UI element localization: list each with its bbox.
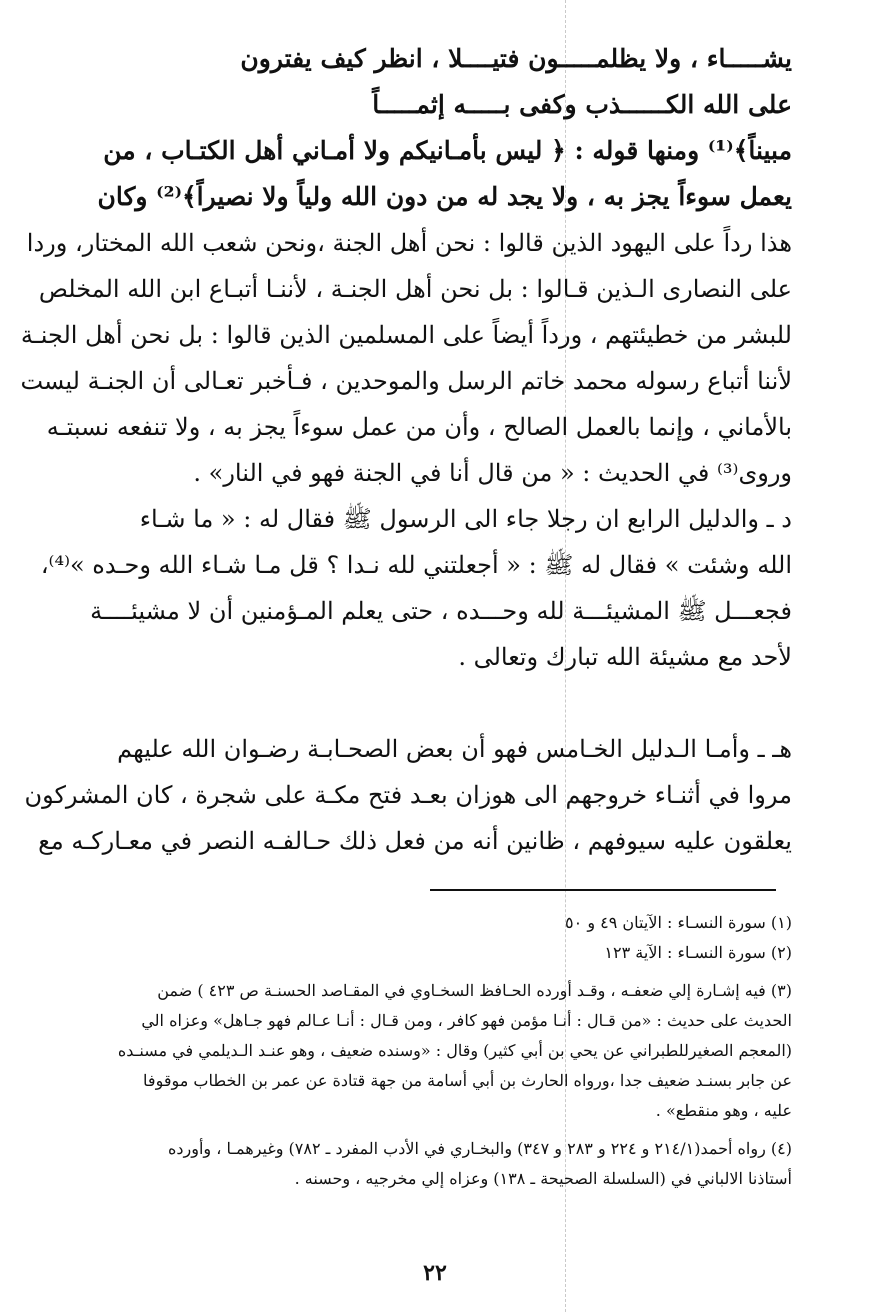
footnote-line: (٣) فيه إشـارة إلي ضعفـه ، وقـد أورده الحـافظ السخـاوي في المقـاصد الحسنـة ص ٤٢٣ ) ضمن bbox=[157, 981, 792, 1000]
page-number: ٢٢ bbox=[423, 1260, 447, 1286]
text-line: مروا في أثنـاء خروجهم الى هوزان بعـد فتح مكـة على شجرة ، كان المشركون bbox=[24, 781, 792, 809]
text-line: مبيناً﴾⁽¹⁾ ومنها قوله : ﴿ ليس بأمـانيكم ولا أمـاني أهل الكتـاب ، من bbox=[103, 136, 792, 165]
footnote-line: عن جابر بسنـد ضعيف جدا ،ورواه الحارث بن أبي أسامة من جهة قتادة عن عمر بن الخطاب موقوفا bbox=[143, 1071, 792, 1090]
text-line: د ـ والدليل الرابع ان رجلا جاء الى الرسول ﷺ فقال له : « ما شـاء bbox=[139, 505, 792, 533]
text-line: لأحد مع مشيئة الله تبارك وتعالى . bbox=[458, 643, 792, 671]
footnote-line: أستاذنا الالباني في (السلسلة الصحيحة ـ ١٣٨) وعزاه إلي مخرجيه ، وحسنه . bbox=[294, 1169, 792, 1188]
footnote-line: الحديث على حديث : «من قـال : أنـا مؤمن فهو كافر ، ومن قـال : أنـا عـالم فهو جـاهل» وعزاه الي bbox=[141, 1011, 792, 1030]
text-line: فجعـــل ﷺ المشيئـــة لله وحـــده ، حتى يعلم المـؤمنين أن لا مشيئــــة bbox=[90, 597, 792, 625]
main-text bbox=[20, 36, 792, 864]
footnote-line: (المعجم الصغيرللطبراني عن يحي بن أبي كثير) وقال : «وسنده ضعيف ، وهو عنـد الـديلمي في مسنـده bbox=[117, 1041, 792, 1060]
footnote-line: عليه ، وهو منقطع» . bbox=[655, 1101, 792, 1120]
footnote-line: (٤) رواه أحمد(٢١٤/١ و ٢٢٤ و ٢٨٣ و ٣٤٧) والبخـاري في الأدب المفرد ـ ٧٨٢) وغيرهمـا ، وأورده bbox=[168, 1139, 792, 1158]
paragraph-gap bbox=[76, 680, 792, 726]
text-line: بالأماني ، وإنما بالعمل الصالح ، وأن من عمل سوءاً يجز به ، ولا تنفعه نسبتـه bbox=[46, 413, 792, 441]
text-line: للبشر من خطيئتهم ، ورداً أيضاً على المسلمين الذين قالوا : بل نحن أهل الجنـة bbox=[20, 321, 792, 349]
footnote-line: (١) سورة النسـاء : الآيتان ٤٩ و ٥٠ bbox=[565, 913, 792, 932]
footnote-separator bbox=[430, 889, 776, 891]
text-line: على النصارى الـذين قـالوا : بل نحن أهل الجنـة ، لأننـا أتبـاع ابن الله المخلص bbox=[38, 275, 792, 303]
text-line: الله وشئت » فقال له ﷺ : « أجعلتني لله نـدا ؟ قل مـا شـاء الله وحـده »⁽⁴⁾، bbox=[40, 551, 792, 579]
text-line: لأننا أتباع رسوله محمد خاتم الرسل والموحدين ، فـأخبر تعـالى أن الجنـة ليست bbox=[20, 367, 792, 395]
footnote-line: (٢) سورة النسـاء : الآية ١٢٣ bbox=[604, 943, 792, 962]
text-line: هـ ـ وأمـا الـدليل الخـامس فهو أن بعض الصحـابـة رضـوان الله عليهم bbox=[117, 735, 792, 763]
text-line: هذا رداً على اليهود الذين قالوا : نحن أهل الجنة ،ونحن شعب الله المختار، وردا bbox=[26, 229, 792, 257]
text-line: يعمل سوءاً يجز به ، ولا يجد له من دون الله ولياً ولا نصيراً﴾⁽²⁾ وكان bbox=[97, 182, 792, 211]
text-line: يشـــــاء ، ولا يظلمـــــون فتيــــلا ، انظر كيف يفترون bbox=[240, 44, 792, 73]
text-line: يعلقون عليه سيوفهم ، ظانين أنه من فعل ذلك حـالفـه النصر في معـاركـه مع bbox=[38, 827, 792, 855]
footnotes bbox=[80, 908, 792, 1194]
text-line: وروى⁽³⁾ في الحديث : « من قال أنا في الجنة فهو في النار» . bbox=[193, 459, 792, 487]
text-line: على الله الكــــــذب وكفى بـــــه إثمـــــاً bbox=[372, 90, 792, 119]
